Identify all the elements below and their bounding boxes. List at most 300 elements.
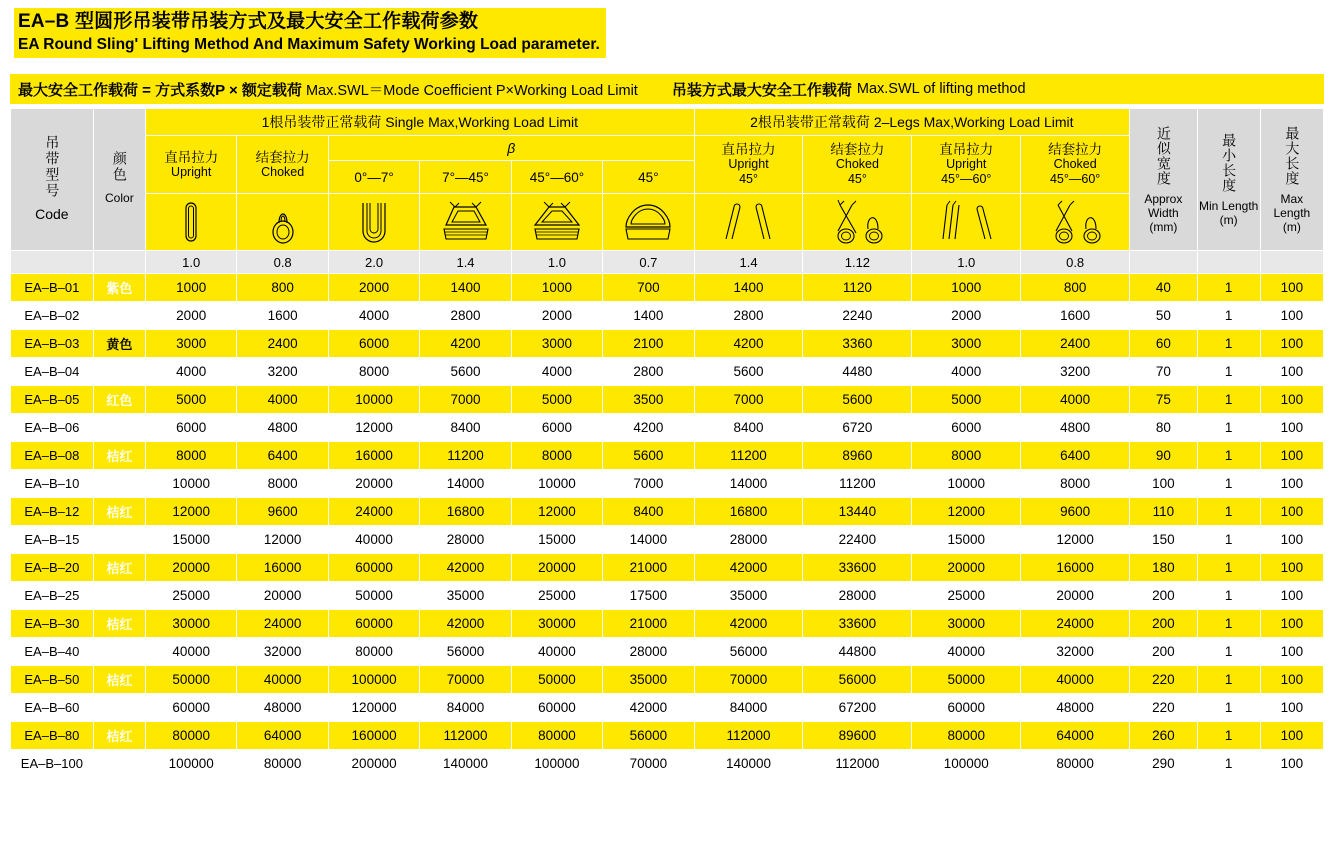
header-approx-width: [1130, 109, 1197, 251]
row-value: 13440: [803, 498, 912, 526]
row-value: 8960: [803, 442, 912, 470]
row-value: 4200: [603, 414, 694, 442]
table-row: [11, 386, 1324, 414]
page-title: [14, 8, 606, 58]
row-value: 80000: [145, 722, 236, 750]
row-value: 6400: [237, 442, 328, 470]
table-icon-row: [11, 194, 1324, 251]
row-value: 16800: [420, 498, 511, 526]
row-min: 1: [1197, 302, 1260, 330]
row-value: 11200: [420, 442, 511, 470]
sling-upright-icon: [145, 194, 236, 251]
row-value: 50000: [511, 666, 602, 694]
row-code: EA–B–05: [11, 386, 94, 414]
row-value: 56000: [803, 666, 912, 694]
row-value: 2800: [694, 302, 803, 330]
row-min: 1: [1197, 470, 1260, 498]
header-double-upright-45-cn: 直吊拉力: [721, 142, 776, 157]
row-width: 220: [1130, 666, 1197, 694]
row-code: EA–B–02: [11, 302, 94, 330]
header-single-upright-cn: 直吊拉力: [164, 149, 219, 165]
header-approx-width-cn: 近似宽度: [1155, 125, 1172, 186]
row-color-swatch: 紫色: [93, 274, 145, 302]
row-value: 40000: [328, 526, 419, 554]
row-value: 28000: [694, 526, 803, 554]
row-max: 100: [1260, 330, 1323, 358]
header-double-upright-45: [694, 136, 803, 194]
header-single-upright-en: Upright: [171, 164, 212, 179]
table-row: [11, 750, 1324, 778]
coef-angle-45: 0.7: [603, 251, 694, 274]
header-max-length-en: Max Length: [1273, 191, 1311, 220]
sling-45-60-icon: [511, 194, 602, 251]
row-value: 5000: [511, 386, 602, 414]
row-value: 28000: [420, 526, 511, 554]
sling-0-7-icon: [328, 194, 419, 251]
table-row: [11, 274, 1324, 302]
row-value: 3200: [237, 358, 328, 386]
row-value: 35000: [420, 582, 511, 610]
row-value: 140000: [694, 750, 803, 778]
row-code: EA–B–15: [11, 526, 94, 554]
row-max: 100: [1260, 694, 1323, 722]
table-row: [11, 554, 1324, 582]
row-value: 160000: [328, 722, 419, 750]
row-value: 2400: [1021, 330, 1130, 358]
table-group-header-row: [11, 109, 1324, 136]
row-value: 4000: [912, 358, 1021, 386]
row-value: 60000: [511, 694, 602, 722]
coef-double-choked-45: 1.12: [803, 251, 912, 274]
row-value: 100000: [328, 666, 419, 694]
row-max: 100: [1260, 302, 1323, 330]
formula-english: Max.SWL＝Mode Coefficient P×Working Load Limit: [305, 82, 638, 99]
two-leg-upright-60-icon: [912, 194, 1021, 251]
row-value: 12000: [237, 526, 328, 554]
table-row: [11, 610, 1324, 638]
row-value: 112000: [420, 722, 511, 750]
header-single-choked: [237, 136, 328, 194]
row-min: 1: [1197, 666, 1260, 694]
coef-double-choked-60: 0.8: [1021, 251, 1130, 274]
row-value: 1600: [237, 302, 328, 330]
row-max: 100: [1260, 526, 1323, 554]
row-color-swatch: 红色: [93, 386, 145, 414]
row-width: 90: [1130, 442, 1197, 470]
sling-load-table: [10, 108, 1324, 778]
row-value: 64000: [1021, 722, 1130, 750]
row-value: 48000: [237, 694, 328, 722]
row-value: 100000: [912, 750, 1021, 778]
row-value: 800: [237, 274, 328, 302]
row-value: 25000: [145, 582, 236, 610]
row-value: 70000: [603, 750, 694, 778]
row-value: 14000: [603, 526, 694, 554]
header-double-upright-60: [912, 136, 1021, 194]
row-max: 100: [1260, 582, 1323, 610]
row-value: 2000: [145, 302, 236, 330]
row-value: 42000: [694, 554, 803, 582]
row-width: 150: [1130, 526, 1197, 554]
row-value: 700: [603, 274, 694, 302]
sling-choked-icon: [237, 194, 328, 251]
row-min: 1: [1197, 610, 1260, 638]
row-min: 1: [1197, 358, 1260, 386]
row-value: 8400: [694, 414, 803, 442]
header-double-upright-45-en: Upright: [728, 157, 769, 171]
row-value: 2800: [603, 358, 694, 386]
row-width: 40: [1130, 274, 1197, 302]
row-width: 75: [1130, 386, 1197, 414]
title-chinese: EA–B 型圆形吊装带吊装方式及最大安全工作载荷参数: [18, 11, 479, 32]
row-value: 1600: [1021, 302, 1130, 330]
row-value: 80000: [511, 722, 602, 750]
row-value: 89600: [803, 722, 912, 750]
row-value: 6000: [145, 414, 236, 442]
row-value: 15000: [912, 526, 1021, 554]
sling-7-45-icon: [420, 194, 511, 251]
row-value: 22400: [803, 526, 912, 554]
row-value: 16000: [328, 442, 419, 470]
row-value: 200000: [328, 750, 419, 778]
header-double-choked-60: [1021, 136, 1130, 194]
two-leg-upright-icon: [694, 194, 803, 251]
table-row: [11, 330, 1324, 358]
row-value: 84000: [420, 694, 511, 722]
row-value: 4480: [803, 358, 912, 386]
row-value: 35000: [603, 666, 694, 694]
row-value: 32000: [1021, 638, 1130, 666]
row-value: 10000: [912, 470, 1021, 498]
row-value: 4000: [145, 358, 236, 386]
row-value: 5600: [420, 358, 511, 386]
header-single-choked-cn: 结套拉力: [255, 149, 310, 165]
formula-chinese: 最大安全工作载荷 = 方式系数P × 额定载荷: [18, 81, 302, 99]
row-value: 60000: [145, 694, 236, 722]
coef-double-upright-45: 1.4: [694, 251, 803, 274]
header-angle-45: 45°: [603, 161, 694, 194]
row-width: 200: [1130, 582, 1197, 610]
row-value: 20000: [912, 554, 1021, 582]
header-max-length: [1260, 109, 1323, 251]
row-value: 42000: [603, 694, 694, 722]
table-row: [11, 526, 1324, 554]
header-double-choked-60-cn: 结套拉力: [1048, 142, 1103, 157]
row-value: 6000: [511, 414, 602, 442]
row-value: 15000: [145, 526, 236, 554]
coef-angle-45-60: 1.0: [511, 251, 602, 274]
row-max: 100: [1260, 750, 1323, 778]
coef-blank-min: [1197, 251, 1260, 274]
row-value: 100000: [145, 750, 236, 778]
row-value: 10000: [511, 470, 602, 498]
row-value: 16000: [237, 554, 328, 582]
row-value: 3500: [603, 386, 694, 414]
row-max: 100: [1260, 442, 1323, 470]
row-value: 5600: [803, 386, 912, 414]
row-value: 40000: [237, 666, 328, 694]
row-code: EA–B–25: [11, 582, 94, 610]
row-max: 100: [1260, 414, 1323, 442]
row-value: 11200: [803, 470, 912, 498]
row-value: 1120: [803, 274, 912, 302]
row-width: 220: [1130, 694, 1197, 722]
row-value: 2000: [912, 302, 1021, 330]
table-row: [11, 414, 1324, 442]
row-value: 21000: [603, 610, 694, 638]
row-value: 56000: [603, 722, 694, 750]
row-value: 64000: [237, 722, 328, 750]
row-value: 4800: [1021, 414, 1130, 442]
row-value: 5600: [694, 358, 803, 386]
row-color-swatch: 桔红: [93, 638, 145, 666]
row-code: EA–B–40: [11, 638, 94, 666]
row-min: 1: [1197, 694, 1260, 722]
row-value: 20000: [145, 554, 236, 582]
row-value: 5000: [912, 386, 1021, 414]
row-value: 20000: [1021, 582, 1130, 610]
row-value: 15000: [511, 526, 602, 554]
row-value: 7000: [603, 470, 694, 498]
row-width: 100: [1130, 470, 1197, 498]
row-value: 20000: [237, 582, 328, 610]
row-color-swatch: 桔红: [93, 610, 145, 638]
header-color: [93, 109, 145, 251]
coef-angle-7-45: 1.4: [420, 251, 511, 274]
row-value: 30000: [912, 610, 1021, 638]
header-beta-symbol: β: [328, 136, 694, 161]
row-color-swatch: 桔红: [93, 582, 145, 610]
header-double-choked-45: [803, 136, 912, 194]
row-value: 1000: [145, 274, 236, 302]
row-color-swatch: 桔红: [93, 694, 145, 722]
table-row: [11, 582, 1324, 610]
row-value: 4000: [328, 302, 419, 330]
row-width: 200: [1130, 610, 1197, 638]
row-color-swatch: 桔红: [93, 526, 145, 554]
table-row: [11, 722, 1324, 750]
row-max: 100: [1260, 358, 1323, 386]
table-row: [11, 638, 1324, 666]
row-value: 8000: [145, 442, 236, 470]
row-value: 28000: [803, 582, 912, 610]
row-width: 70: [1130, 358, 1197, 386]
coef-label-color: [93, 251, 145, 274]
row-value: 12000: [145, 498, 236, 526]
row-value: 140000: [420, 750, 511, 778]
row-value: 3360: [803, 330, 912, 358]
row-value: 50000: [912, 666, 1021, 694]
row-value: 112000: [803, 750, 912, 778]
row-value: 42000: [420, 554, 511, 582]
coef-blank-width: [1130, 251, 1197, 274]
row-value: 30000: [145, 610, 236, 638]
row-value: 16000: [1021, 554, 1130, 582]
row-value: 1000: [511, 274, 602, 302]
row-max: 100: [1260, 666, 1323, 694]
row-value: 112000: [694, 722, 803, 750]
row-value: 8000: [511, 442, 602, 470]
row-value: 42000: [420, 610, 511, 638]
header-min-length-cn: 最小长度: [1221, 132, 1238, 193]
row-min: 1: [1197, 386, 1260, 414]
header-double-upright-60-cn: 直吊拉力: [939, 142, 994, 157]
row-width: 200: [1130, 638, 1197, 666]
header-min-length: [1197, 109, 1260, 251]
row-value: 4200: [694, 330, 803, 358]
row-value: 6720: [803, 414, 912, 442]
row-value: 2240: [803, 302, 912, 330]
header-code-cn: 吊带型号: [44, 135, 61, 199]
row-value: 80000: [328, 638, 419, 666]
row-value: 60000: [328, 554, 419, 582]
header-double-choked-45-angle: 45°: [847, 172, 867, 186]
row-value: 100000: [511, 750, 602, 778]
row-code: EA–B–80: [11, 722, 94, 750]
row-value: 8000: [1021, 470, 1130, 498]
table-row: [11, 666, 1324, 694]
row-code: EA–B–30: [11, 610, 94, 638]
row-value: 11200: [694, 442, 803, 470]
row-value: 4200: [420, 330, 511, 358]
row-value: 40000: [912, 638, 1021, 666]
row-max: 100: [1260, 470, 1323, 498]
row-value: 24000: [328, 498, 419, 526]
table-row: [11, 694, 1324, 722]
row-max: 100: [1260, 610, 1323, 638]
row-min: 1: [1197, 554, 1260, 582]
row-width: 290: [1130, 750, 1197, 778]
table-body: [11, 274, 1324, 778]
header-double-choked-45-en: Choked: [835, 157, 879, 171]
row-value: 56000: [694, 638, 803, 666]
row-min: 1: [1197, 442, 1260, 470]
row-value: 25000: [511, 582, 602, 610]
coef-double-upright-60: 1.0: [912, 251, 1021, 274]
row-code: EA–B–06: [11, 414, 94, 442]
row-color-swatch: 灰色: [93, 358, 145, 386]
header-max-length-unit: (m): [1282, 219, 1301, 234]
row-value: 1400: [603, 302, 694, 330]
row-value: 10000: [328, 386, 419, 414]
row-value: 6400: [1021, 442, 1130, 470]
row-value: 2000: [511, 302, 602, 330]
row-min: 1: [1197, 526, 1260, 554]
row-value: 28000: [603, 638, 694, 666]
row-value: 30000: [511, 610, 602, 638]
row-value: 32000: [237, 638, 328, 666]
row-value: 8400: [603, 498, 694, 526]
row-code: EA–B–60: [11, 694, 94, 722]
row-min: 1: [1197, 750, 1260, 778]
row-value: 3000: [912, 330, 1021, 358]
row-max: 100: [1260, 498, 1323, 526]
banner-right-english: Max.SWL of lifting method: [856, 81, 1026, 97]
header-group-single: 1根吊装带正常载荷 Single Max,Working Load Limit: [145, 109, 694, 136]
row-value: 84000: [694, 694, 803, 722]
row-code: EA–B–08: [11, 442, 94, 470]
row-value: 67200: [803, 694, 912, 722]
header-double-choked-45-cn: 结套拉力: [830, 142, 885, 157]
row-value: 8000: [328, 358, 419, 386]
row-value: 9600: [1021, 498, 1130, 526]
row-width: 180: [1130, 554, 1197, 582]
row-value: 12000: [912, 498, 1021, 526]
coef-label-code: [11, 251, 94, 274]
table-beta-row: [11, 136, 1324, 161]
row-value: 70000: [694, 666, 803, 694]
row-value: 3000: [511, 330, 602, 358]
row-value: 60000: [328, 610, 419, 638]
header-code-en: Code: [35, 206, 69, 222]
row-value: 16800: [694, 498, 803, 526]
row-color-swatch: 桔红: [93, 666, 145, 694]
header-angle-7-45: 7°—45°: [420, 161, 511, 194]
row-value: 10000: [145, 470, 236, 498]
row-width: 110: [1130, 498, 1197, 526]
row-code: EA–B–01: [11, 274, 94, 302]
row-value: 80000: [912, 722, 1021, 750]
row-value: 8000: [237, 470, 328, 498]
row-value: 7000: [694, 386, 803, 414]
table-row: [11, 302, 1324, 330]
header-min-length-en: Min Length: [1198, 198, 1259, 213]
row-value: 5000: [145, 386, 236, 414]
title-english: EA Round Sling' Lifting Method And Maximum Safety Working Load parameter.: [18, 36, 600, 53]
row-value: 44800: [803, 638, 912, 666]
row-value: 50000: [145, 666, 236, 694]
row-value: 120000: [328, 694, 419, 722]
row-color-swatch: 桔红: [93, 750, 145, 778]
row-value: 800: [1021, 274, 1130, 302]
row-value: 20000: [328, 470, 419, 498]
row-value: 33600: [803, 554, 912, 582]
row-value: 80000: [237, 750, 328, 778]
row-value: 1400: [694, 274, 803, 302]
row-value: 2400: [237, 330, 328, 358]
coef-single-upright: 1.0: [145, 251, 236, 274]
row-code: EA–B–03: [11, 330, 94, 358]
header-double-choked-60-en: Choked: [1053, 157, 1097, 171]
row-value: 24000: [237, 610, 328, 638]
table-row: [11, 442, 1324, 470]
row-color-swatch: 绿色: [93, 302, 145, 330]
row-color-swatch: 桔红: [93, 498, 145, 526]
header-angle-0-7: 0°—7°: [328, 161, 419, 194]
row-value: 80000: [1021, 750, 1130, 778]
coef-single-choked: 0.8: [237, 251, 328, 274]
row-value: 6000: [328, 330, 419, 358]
row-color-swatch: 桔红: [93, 722, 145, 750]
header-single-choked-en: Choked: [261, 164, 305, 179]
row-color-swatch: 黄色: [93, 330, 145, 358]
row-value: 33600: [803, 610, 912, 638]
row-value: 4000: [1021, 386, 1130, 414]
row-code: EA–B–50: [11, 666, 94, 694]
header-color-en: Color: [105, 191, 134, 205]
row-max: 100: [1260, 386, 1323, 414]
coef-blank-max: [1260, 251, 1323, 274]
row-value: 40000: [1021, 666, 1130, 694]
header-approx-width-unit: (mm): [1149, 219, 1178, 234]
row-value: 70000: [420, 666, 511, 694]
row-min: 1: [1197, 582, 1260, 610]
row-code: EA–B–100: [11, 750, 94, 778]
row-value: 1400: [420, 274, 511, 302]
header-color-cn: 颜色: [111, 151, 128, 183]
row-code: EA–B–04: [11, 358, 94, 386]
row-code: EA–B–12: [11, 498, 94, 526]
